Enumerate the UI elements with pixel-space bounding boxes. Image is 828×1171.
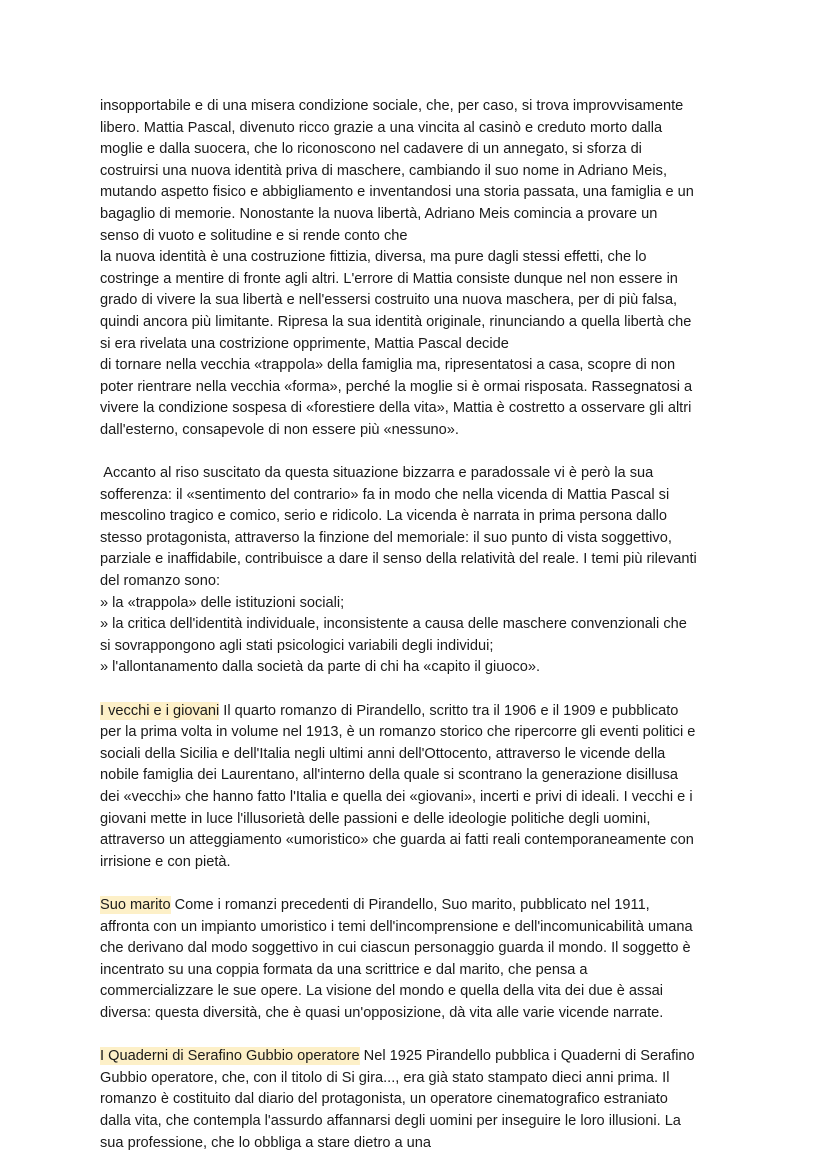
text-line (100, 895, 728, 917)
text-line: poter rientrare nella vecchia «forma», perché la moglie si è ormai risposata. Rassegnatosi a (100, 378, 693, 395)
text-line (100, 701, 728, 723)
text-line: sofferenza: il «sentimento del contrario» fa in modo che nella vicenda di Mattia Pascal si (100, 486, 670, 503)
text-line: quindi ancora più limitante. Ripresa la sua identità originale, rinunciando a quella libertà che (100, 313, 692, 330)
text-line: romanzo è costituito dal diario del protagonista, un operatore cinematografico estraniato (100, 1091, 668, 1108)
highlighted-title: Suo marito (100, 896, 171, 913)
text-line: costringe a mentire di fronte agli altri. L'errore di Mattia consiste dunque nel non essere in (100, 270, 678, 287)
text-line: moglie e dalla suocera, che lo riconoscono nel cadavere di un annegato, si sforza di (100, 141, 642, 158)
list-item: » la critica dell'identità individuale, inconsistente a causa delle maschere convenzionali che (100, 616, 687, 633)
text-line: vivere la condizione sospesa di «forestiere della vita», Mattia è costretto a osservare gli altri (100, 400, 692, 417)
text-line: Gubbio operatore, che, con il titolo di Si gira..., era già stato stampato dieci anni prima. Il (100, 1069, 670, 1086)
text-line: bagaglio di memorie. Nonostante la nuova libertà, Adriano Meis comincia a provare un (100, 205, 658, 222)
text-line: costruirsi una nuova identità priva di maschere, cambiando il suo nome in Adriano Meis, (100, 162, 668, 179)
text-line: diversa: questa diversità, che è quasi un'opposizione, dà vita alle varie vicende narrate. (100, 1004, 664, 1021)
text-line: che derivano dal modo soggettivo in cui ciascun personaggio guarda il mondo. Il soggetto è (100, 940, 691, 957)
text-line: mutando aspetto fisico e abbigliamento e inventandosi una storia passata, una famiglia e un (100, 184, 694, 201)
text-line: irrisione e con pietà. (100, 853, 231, 870)
text-line: parziale e inaffidabile, contribuisce a dare il senso della relatività del reale. I temi più rilevanti (100, 551, 697, 568)
highlighted-title: I vecchi e i giovani (100, 702, 220, 719)
text-line: dall'esterno, consapevole di non essere più «nessuno». (100, 421, 459, 438)
paragraph-gap (100, 873, 728, 895)
text-line: grado di vivere la sua libertà e nell'essersi costruito una nuova maschera, per di più falsa, (100, 292, 678, 309)
text-line: sociali della Sicilia e dell'Italia negli ultimi anni dell'Ottocento, attraverso le vicende della (100, 745, 666, 762)
text-line: dalla vita, che contempla l'assurdo affannarsi degli uomini per inseguire le loro illusioni. La (100, 1112, 681, 1129)
text-line: per la prima volta in volume nel 1913, è un romanzo storico che ripercorre gli eventi politici e (100, 724, 696, 741)
text-line (100, 1046, 728, 1068)
paragraph-sentimento-del-contrario (100, 463, 728, 679)
text-line: nobile famiglia dei Laurentano, all'interno della quale si scontrano la generazione disillusa (100, 767, 678, 784)
text-line: dei «vecchi» che hanno fatto l'Italia e quella dei «giovani», incerti e privi di ideali. I vecchi e i (100, 789, 693, 805)
text-line: affronta con un impianto umoristico i temi dell'incomprensione e dell'incomunicabilità umana (100, 918, 693, 935)
highlighted-title: I Quaderni di Serafino Gubbio operatore (100, 1048, 360, 1065)
list-item: » la «trappola» delle istituzioni sociali; (100, 594, 345, 611)
text-line: senso di vuoto e solitudine e si rende conto che (100, 227, 408, 244)
text-line: si era rivelata una costrizione opprimente, Mattia Pascal decide (100, 335, 509, 352)
paragraph-gap (100, 442, 728, 464)
text-line: sua professione, che lo obbliga a stare dietro a una (100, 1134, 432, 1151)
text-line: si sovrappongono agli stati psicologici variabili degli individui; (100, 637, 494, 654)
text-line: stesso protagonista, attraverso la finzione del memoriale: il suo punto di vista soggettivo, (100, 529, 672, 546)
text-fragment: Come i romanzi precedenti di Pirandello, Suo marito, pubblicato nel 1911, (170, 896, 650, 913)
text-line: mescolino tragico e comico, serio e ridicolo. La vicenda è narrata in prima persona dallo (100, 508, 668, 525)
paragraph-suo-marito (100, 895, 728, 1025)
text-line: insopportabile e di una misera condizione sociale, che, per caso, si trova improvvisamente (100, 98, 684, 114)
text-line: Accanto al riso suscitato da questa situazione bizzarra e paradossale vi è però la sua (100, 465, 654, 482)
text-fragment: Nel 1925 Pirandello pubblica i Quaderni di Serafino (359, 1048, 695, 1065)
text-line: incentrato su una coppia formata da una scrittrice e dal marito, che pensa a (100, 961, 588, 978)
paragraph-gap (100, 679, 728, 701)
text-line: commercializzare le sue opere. La visione del mondo e quella della vita dei due è assai (100, 983, 663, 1000)
text-line: del romanzo sono: (100, 573, 221, 590)
text-fragment: Il quarto romanzo di Pirandello, scritto tra il 1906 e il 1909 e pubblicato (219, 702, 679, 719)
list-item: » l'allontanamento dalla società da parte di chi ha «capito il giuoco». (100, 659, 541, 676)
paragraph-vecchi-e-giovani (100, 701, 728, 874)
text-line: libero. Mattia Pascal, divenuto ricco grazie a una vincita al casinò e creduto morto dalla (100, 119, 663, 136)
text-line: attraverso un atteggiamento «umoristico» che guarda ai fatti reali contemporaneamente con (100, 832, 694, 849)
text-line: giovani mette in luce l'illusorietà delle passioni e delle ideologie politiche degli uomini, (100, 810, 651, 827)
paragraph-mattia-pascal-plot (100, 96, 728, 442)
text-line: la nuova identità è una costruzione fittizia, diversa, ma pure dagli stessi effetti, che lo (100, 249, 647, 266)
text-line: di tornare nella vecchia «trappola» della famiglia ma, ripresentatosi a casa, scopre di non (100, 357, 676, 374)
paragraph-quaderni-serafino-gubbio (100, 1046, 728, 1154)
paragraph-gap (100, 1025, 728, 1047)
